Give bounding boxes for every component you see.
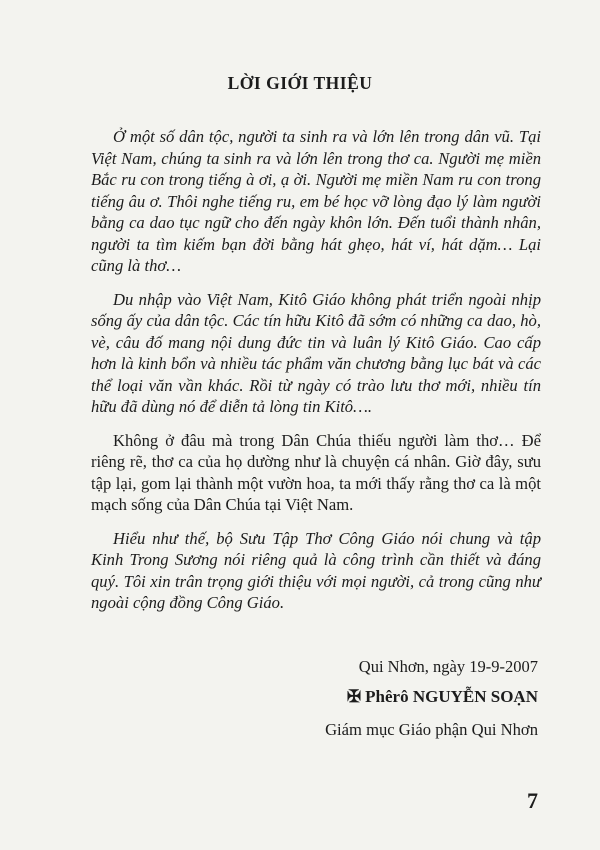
signature [347, 687, 538, 707]
page-title: LỜI GIỚI THIỆU [227, 73, 373, 93]
place-date: Qui Nhơn, ngày 19-9-2007 [358, 657, 538, 676]
paragraph-2: Du nhập vào Việt Nam, Kitô Giáo không phát triển ngoài nhịp sống ấy của dân tộc. Các tín hữu Kitô đã sớm có những ca dao, hò, vè, câu đố mang nội dung đức tin và luân lý Kitô Giáo. Cao cấp hơn là kinh bổn và nhiều tác phẩm văn chương bằng lục bát và các thể loại văn vần khác. Rồi từ ngày có trào lưu thơ mới, nhiều tín hữu đã dùng nó để diễn tả lòng tin Kitô…. [91, 289, 541, 416]
signer-position: Giám mục Giáo phận Qui Nhơn [325, 720, 538, 739]
page-number: 7 [527, 788, 538, 813]
paragraph-1: Ở một số dân tộc, người ta sinh ra và lớn lên trong dân vũ. Tại Việt Nam, chúng ta sinh ra và lớn lên trong thơ ca. Người mẹ miền Bắc ru con trong tiếng à ơi, ạ ời. Người mẹ miền Nam ru con trong tiếng âu ơ. Thôi nghe tiếng ru, em bé học vỡ lòng đạo lý làm người bằng ca dao tục ngữ cho đến ngày khôn lớn. Đến tuổi thành nhân, người ta tìm kiếm bạn đời bằng hát ghẹo, hát ví, hát dặm… Lại cũng là thơ… [91, 127, 541, 275]
paragraph-3: Không ở đâu mà trong Dân Chúa thiếu người làm thơ… Để riêng rẽ, thơ ca của họ dường như là chuyện cá nhân. Giờ đây, sưu tập lại, gom lại thành một vườn hoa, ta mới thấy rằng thơ ca là một mạch sống của Dân Chúa tại Việt Nam. [91, 430, 541, 514]
signer-name: Phêrô NGUYỄN SOẠN [365, 687, 538, 706]
cross-icon: ✠ [346, 687, 362, 706]
body-text [91, 126, 541, 614]
paragraph-4: Hiểu như thế, bộ Sưu Tập Thơ Công Giáo nói chung và tập Kinh Trong Sương nói riêng quả là công trình cần thiết và đáng quý. Tôi xin trân trọng giới thiệu với mọi người, cả trong cũng như ngoài cộng đồng Công Giáo. [91, 528, 541, 612]
